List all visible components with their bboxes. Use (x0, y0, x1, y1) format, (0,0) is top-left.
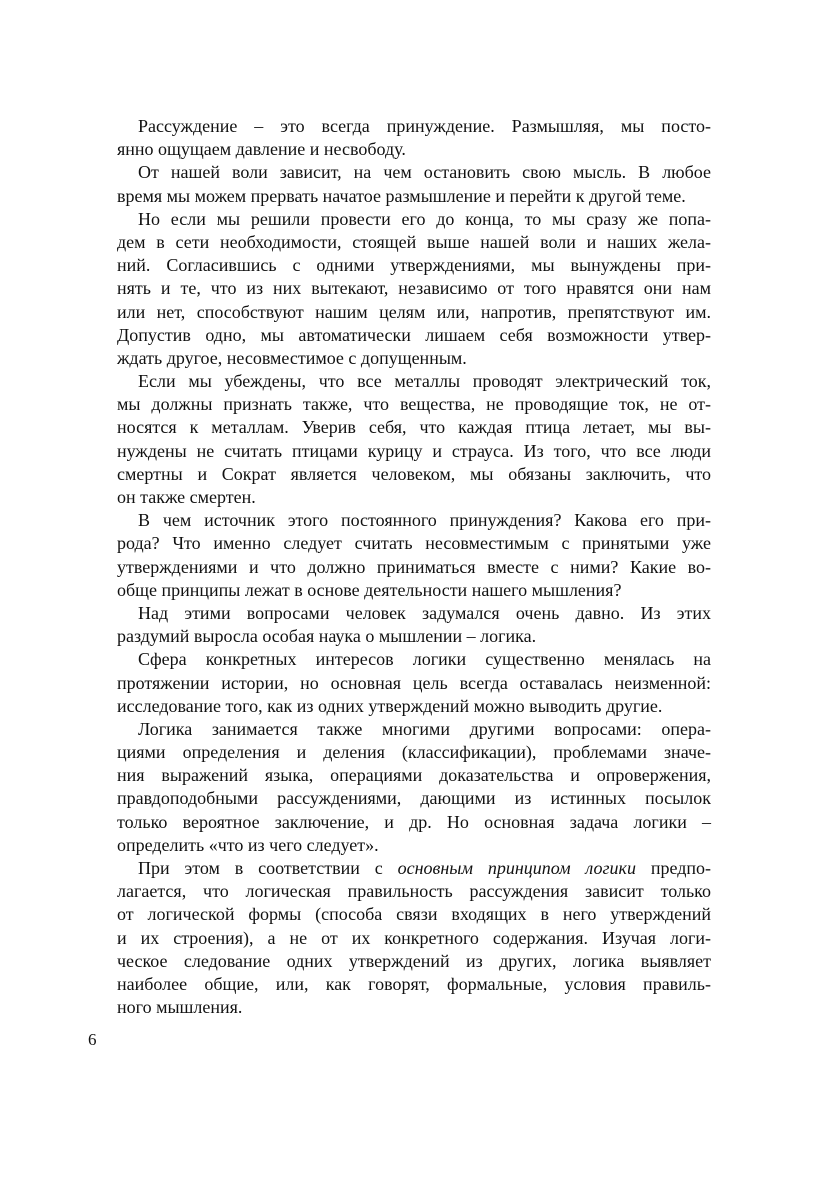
text-line: исследование того, как из одних утверждений можно выводить другие. (117, 695, 663, 716)
text-line: носятся к металлам. Уверив себя, что каждая птица летает, мы вы- (117, 417, 711, 438)
paragraph-reasoning-compulsion (117, 115, 711, 161)
paragraph-logical-form (117, 857, 711, 1019)
paragraph-logic-sphere (117, 648, 711, 718)
paragraph-examples (117, 370, 711, 509)
text-line: Сфера конкретных интересов логики существенно менялась на (138, 649, 711, 670)
text-line: или нет, способствуют нашим целям или, напротив, препятствуют им. (117, 301, 711, 322)
text-line: и их строения), а не от их конкретного содержания. Изучая логи- (117, 927, 711, 948)
text-line: циями определения и деления (классификации), проблемами значе- (117, 742, 711, 763)
text-line: лагается, что логическая правильность рассуждения зависит только (117, 881, 711, 902)
page-number: 6 (88, 1030, 97, 1049)
text-line: только вероятное заключение, и др. Но основная задача логики – (117, 811, 711, 832)
text-line: Рассуждение – это всегда принуждение. Размышляя, мы посто- (138, 116, 711, 136)
paragraph-will (117, 161, 711, 207)
text-line: Если мы убеждены, что все металлы проводят электрический ток, (138, 371, 711, 392)
text-line: определить «что из чего следует». (117, 834, 379, 855)
text-line: протяжении истории, но основная цель всегда оставалась неизменной: (117, 672, 711, 693)
text-line: мы должны признать также, что вещества, не проводящие ток, не от- (117, 394, 711, 415)
text-line: ния выражений языка, операциями доказательства и опровержения, (117, 765, 711, 786)
text-line: ждать другое, несовместимое с допущенным. (117, 347, 467, 368)
paragraph-logic-tasks (117, 718, 711, 857)
text-line: ний. Согласившись с одними утверждениями, мы вынуждены при- (117, 255, 711, 276)
text-line: Допустив одно, мы автоматически лишаем себя возможности утвер- (117, 324, 711, 345)
text-line: правдоподобными рассуждениями, дающими из истинных посылок (117, 788, 711, 809)
text-line: время мы можем прервать начатое размышление и перейти к другой теме. (117, 185, 686, 206)
text-line: ческое следование одних утверждений из других, логика выявляет (117, 950, 711, 971)
text-line: обще принципы лежат в основе деятельности нашего мышления? (117, 579, 622, 600)
text-line: Над этими вопросами человек задумался очень давно. Из этих (138, 602, 711, 623)
text-line: раздумий выросла особая наука о мышлении – логика. (117, 626, 537, 647)
text-run: При этом в соответствии с (138, 858, 398, 878)
text-line: янно ощущаем давление и несвободу. (117, 139, 406, 160)
text-line-with-emphasis (117, 857, 711, 880)
text-line: В чем источник этого постоянного принуждения? Какова его при- (138, 510, 711, 531)
text-line: смертны и Сократ является человеком, мы обязаны заключить, что (117, 463, 711, 484)
paragraph-questions (117, 509, 711, 602)
text-line: Логика занимается также многими другими вопросами: опера- (138, 718, 711, 739)
emphasized-term: основным принципом логики (397, 858, 636, 878)
text-line: ного мышления. (117, 997, 243, 1018)
text-line: дем в сети необходимости, стоящей выше нашей воли и наших жела- (117, 231, 711, 252)
text-line: Но если мы решили провести его до конца, то мы сразу же попа- (138, 208, 711, 229)
text-line: от логической формы (способа связи входящих в него утверждений (117, 904, 711, 925)
text-run: предпо- (635, 858, 711, 878)
text-line: От нашей воли зависит, на чем остановить свою мысль. В любое (138, 162, 711, 183)
page-body-text (117, 115, 711, 1019)
text-line: наиболее общие, или, как говорят, формальные, условия правиль- (117, 973, 711, 994)
paragraph-logic-origin (117, 602, 711, 648)
paragraph-necessity (117, 208, 711, 370)
text-line: он также смертен. (117, 487, 256, 507)
text-line: утверждениями и что должно приниматься вместе с ними? Какие во- (117, 556, 711, 577)
text-line: нять и те, что из них вытекают, независимо от того нравятся они нам (117, 278, 711, 299)
text-line: нуждены не считать птицами курицу и страуса. Из того, что все люди (117, 440, 711, 461)
text-line: рода? Что именно следует считать несовместимым с принятыми уже (117, 533, 711, 554)
